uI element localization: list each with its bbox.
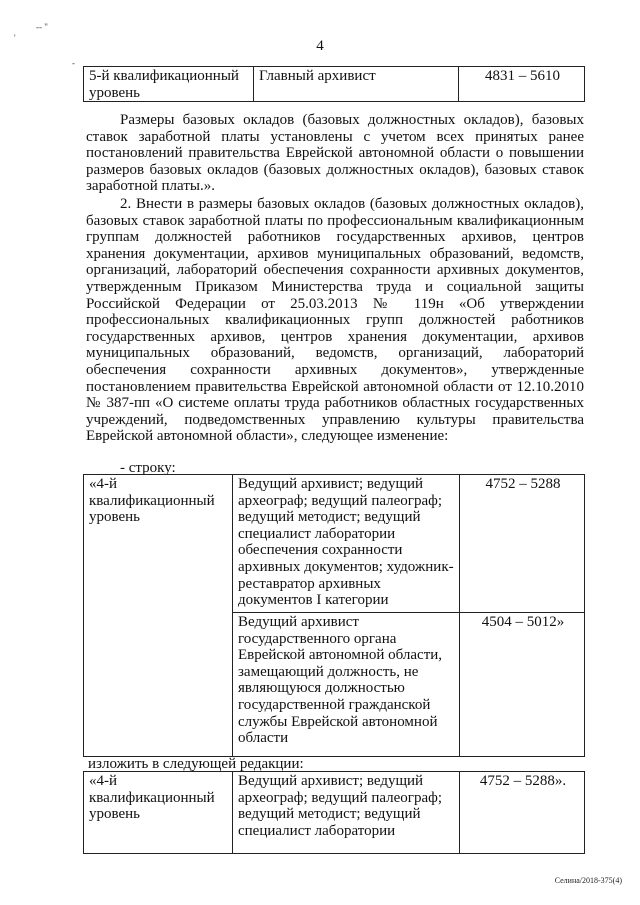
table-level-4-current — [83, 474, 585, 757]
table-cell-range: 4504 – 5012» — [460, 613, 585, 757]
table-cell-position: Ведущий архивист; ведущий археограф; ведущий палеограф; ведущий методист; ведущий специалист лаборатории — [233, 772, 460, 854]
table-cell-range: 4831 – 5610 — [459, 67, 585, 102]
table-cell-range: 4752 – 5288 — [460, 475, 585, 613]
table-cell-position: Главный архивист — [254, 67, 459, 102]
page-number: 4 — [316, 38, 324, 54]
table-row — [84, 475, 585, 613]
table-cell-level: «4-й квалификационный уровень — [84, 475, 233, 757]
margin-mark-left: ' — [14, 33, 16, 43]
paragraph-amendment: 2. Внести в размеры базовых окладов (базовых должностных окладов), базовых ставок заработной платы по профессиональным квалификационным группам должностей работников государственных архивов, центров хранения документации, архивов муниципальных образований, ведомств, организаций, лабораторий обеспечения сохранности архивных документов, утвержденным Приказом Министерства труда и социальной защиты Российской Федерации от 25.03.2013 № 119н «Об утверждении профессиональных квалификационных групп должностей работников государственных архивов, центров хранения документации, архивов муниципальных образований, ведомств, организаций, лабораторий обеспечения сохранности архивных документов», утвержденные постановлением правительства Еврейской автономной области от 12.10.2010 № 387-пп «О системе оплаты труда работников областных государственных учреждений, подведомственных управлению культуры правительства Еврейской автономной области», следующее изменение: — [86, 196, 584, 445]
table-row — [84, 772, 585, 854]
table-cell-position: Ведущий архивист государственного органа Еврейской автономной области, замещающий должность, не являющуюся должностью государственной гражданской службы Еврейской автономной области — [233, 613, 460, 757]
table-level-5 — [83, 66, 585, 102]
table-cell-level: «4-й квалификационный уровень — [84, 772, 233, 854]
table-level-4-new — [83, 771, 585, 854]
paragraph-base-salaries-note: Размеры базовых окладов (базовых должностных окладов), базовых ставок заработной платы установлены с учетом всех принятых ранее постановлений правительства Еврейской автономной области о повышении размеров базовых окладов (базовых должностных окладов), базовых ставок заработной платы.». — [86, 112, 584, 195]
table-row — [84, 67, 585, 102]
margin-mark-top: -- " — [36, 22, 48, 32]
table-cell-position: Ведущий архивист; ведущий археограф; ведущий палеограф; ведущий методист; ведущий специалист лаборатории обеспечения сохранности архивных документов; художник-реставратор архивных документов I категории — [233, 475, 460, 613]
lead-new-edition: изложить в следующей редакции: — [88, 756, 304, 772]
table-cell-range: 4752 – 5288». — [460, 772, 585, 854]
lead-row-label: - строку: — [120, 460, 176, 476]
footer-document-code: Селина/2018-375(4) — [554, 876, 622, 885]
table-cell-level: 5-й квалификационный уровень — [84, 67, 254, 102]
margin-mark-dash: - — [72, 58, 75, 68]
